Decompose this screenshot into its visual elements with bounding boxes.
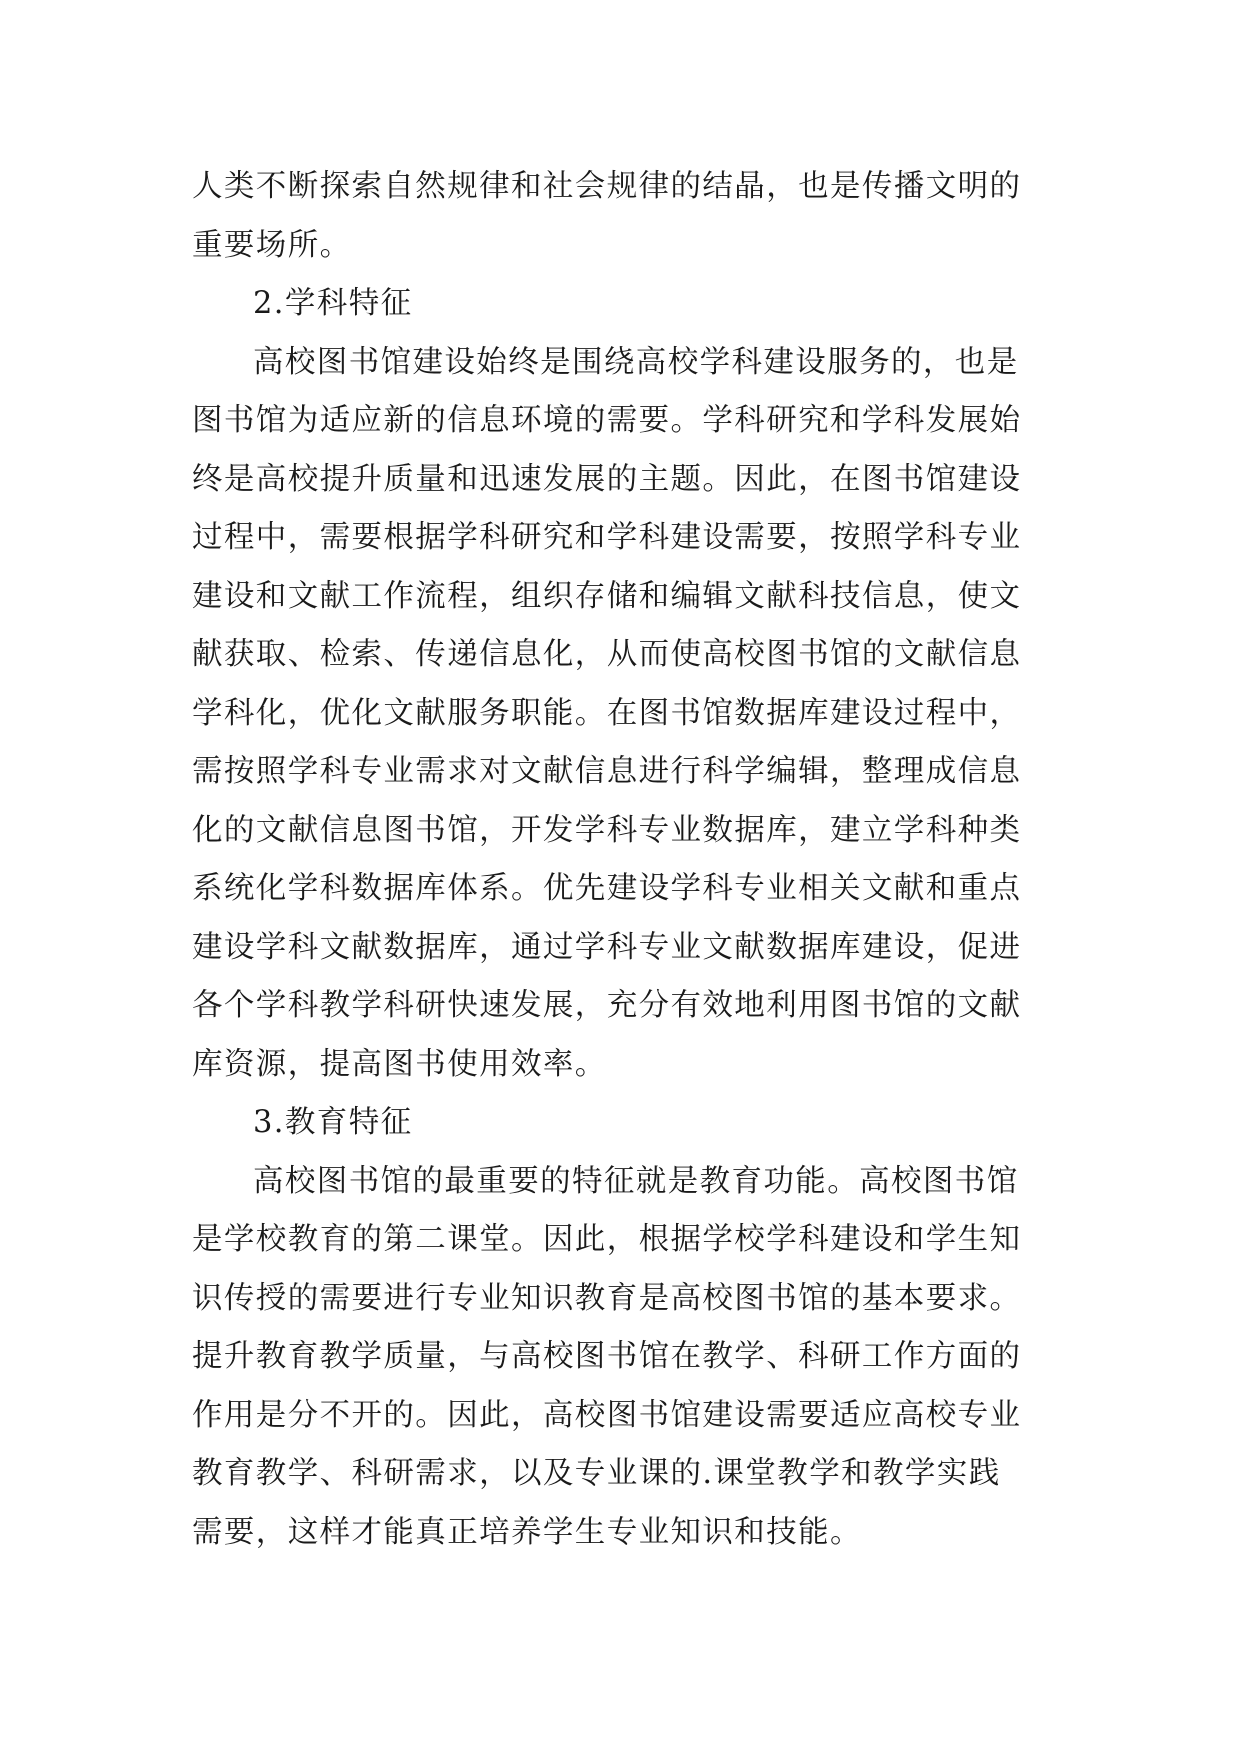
paragraph-line: 人类不断探索自然规律和社会规律的结晶，也是传播文明的 (192, 169, 1022, 204)
paragraph-line: 需要，这样才能真正培养学生专业知识和技能。 (192, 1514, 862, 1550)
paragraph-line: 需按照学科专业需求对文献信息进行科学编辑，整理成信息 (192, 754, 1022, 789)
section-heading: 3.教育特征 (253, 1105, 413, 1140)
paragraph-line: 系统化学科数据库体系。优先建设学科专业相关文献和重点 (192, 871, 1022, 906)
paragraph-line: 是学校教育的第二课堂。因此，根据学校学科建设和学生知 (192, 1222, 1022, 1257)
paragraph-line: 识传授的需要进行专业知识教育是高校图书馆的基本要求。 (192, 1280, 1022, 1316)
paragraph-line: 建设学科文献数据库，通过学科专业文献数据库建设，促进 (192, 929, 1022, 965)
paragraph-line: 化的文献信息图书馆，开发学科专业数据库，建立学科种类 (192, 812, 1022, 848)
paragraph-line: 各个学科教学科研快速发展，充分有效地利用图书馆的文献 (192, 988, 1022, 1023)
document-body (192, 158, 1052, 1562)
paragraph-line: 库资源，提高图书使用效率。 (192, 1046, 607, 1082)
paragraph-line: 作用是分不开的。因此，高校图书馆建设需要适应高校专业 (192, 1397, 1022, 1433)
paragraph-line: 终是高校提升质量和迅速发展的主题。因此，在图书馆建设 (192, 461, 1022, 497)
paragraph-line: 重要场所。 (192, 227, 352, 263)
paragraph-line: 建设和文献工作流程，组织存储和编辑文献科技信息，使文 (192, 578, 1022, 614)
paragraph-line: 图书馆为适应新的信息环境的需要。学科研究和学科发展始 (192, 403, 1022, 438)
paragraph-line: 过程中，需要根据学科研究和学科建设需要，按照学科专业 (192, 520, 1022, 555)
paragraph-line: 学科化，优化文献服务职能。在图书馆数据库建设过程中， (192, 695, 1022, 731)
paragraph-line: 高校图书馆的最重要的特征就是教育功能。高校图书馆 (253, 1163, 1019, 1199)
section-heading: 2.学科特征 (253, 286, 413, 321)
paragraph-line: 提升教育教学质量，与高校图书馆在教学、科研工作方面的 (192, 1339, 1022, 1374)
paragraph-line: 高校图书馆建设始终是围绕高校学科建设服务的，也是 (253, 344, 1019, 380)
paragraph-line: 教育教学、科研需求，以及专业课的.课堂教学和教学实践 (192, 1456, 1001, 1491)
paragraph-line: 献获取、检索、传递信息化，从而使高校图书馆的文献信息 (192, 637, 1022, 672)
